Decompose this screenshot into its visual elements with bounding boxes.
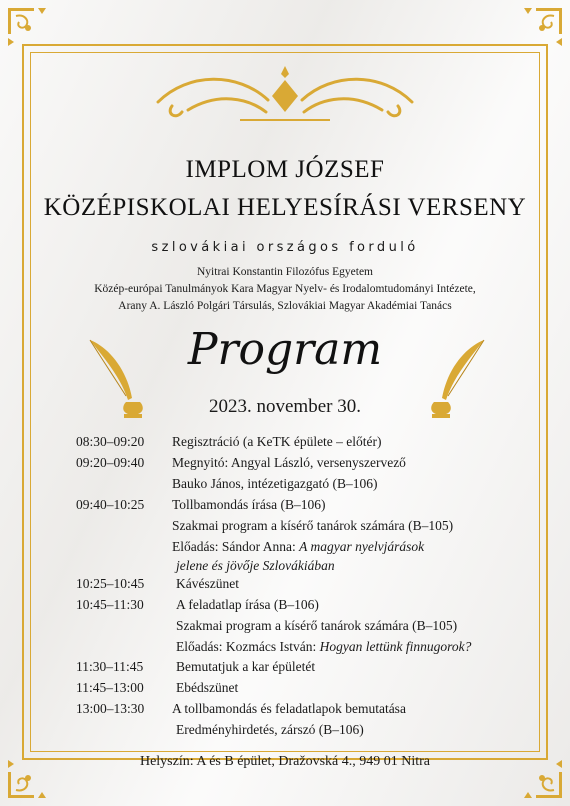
lecture-title-italic: jelene és jövője Szlovákiában [176,558,335,573]
competition-title-line1: IMPLOM JÓZSEF [185,156,385,183]
schedule-row [0,618,570,638]
schedule-text: Tollbamondás írása (B–106) [172,497,326,512]
schedule-text-plain: Előadás: Sándor Anna: [172,539,300,554]
schedule-time: 09:40–10:25 [76,497,145,512]
organizer-line-3: Arany A. László Polgári Társulás, Szlovákiai Magyar Akadémiai Tanács [118,300,452,312]
schedule-row [0,539,570,559]
schedule-text: Regisztráció (a KeTK épülete – előtér) [172,434,382,449]
schedule-row [0,558,570,578]
schedule-time: 08:30–09:20 [76,434,145,449]
schedule-row [0,722,570,742]
schedule-text [176,639,471,655]
schedule-row [0,476,570,496]
schedule-text: Szakmai program a kísérő tanárok számára (B–105) [176,618,458,633]
schedule-row [0,434,570,454]
schedule-text: Eredményhirdetés, zárszó (B–106) [176,722,364,737]
schedule-row [0,680,570,700]
schedule-time: 11:45–13:00 [76,680,144,695]
schedule-row [0,497,570,517]
competition-subtitle: szlovákiai országos forduló [151,240,419,255]
schedule-time: 11:30–11:45 [76,659,144,674]
schedule-text: A feladatlap írása (B–106) [176,597,319,612]
schedule-text: Szakmai program a kísérő tanárok számára (B–105) [172,518,454,533]
organizer-line-1: Nyitrai Konstantin Filozófus Egyetem [197,266,373,278]
schedule-row [0,518,570,538]
corner-ornament-top-left-icon [4,4,50,50]
schedule-time: 10:45–11:30 [76,597,144,612]
schedule-text: Kávészünet [176,576,239,591]
corner-ornament-top-right-icon [520,4,566,50]
competition-title-line2: KÖZÉPISKOLAI HELYESÍRÁSI VERSENY [43,194,527,221]
schedule-text: Ebédszünet [176,680,239,695]
schedule-row [0,701,570,721]
schedule-text: Bauko János, intézetigazgató (B–106) [172,476,378,491]
schedule-text: Bemutatjuk a kar épületét [176,659,316,674]
schedule-row [0,639,570,659]
schedule-time: 13:00–13:30 [76,701,145,716]
program-heading: Program [187,324,383,375]
event-location: Helyszín: A és B épület, Dražovská 4., 949 01 Nitra [139,754,431,769]
organizer-line-2: Közép-európai Tanulmányok Kara Magyar Nyelv- és Irodalomtudományi Intézete, [94,283,476,295]
schedule-text: Megnyitó: Angyal László, versenyszervező [172,455,406,470]
schedule-row [0,597,570,617]
schedule-time: 09:20–09:40 [76,455,145,470]
lecture-title-italic: Hogyan lettünk finnugorok? [319,639,472,654]
schedule-time: 10:25–10:45 [76,576,145,591]
schedule-row [0,455,570,475]
schedule-row [0,659,570,679]
event-date: 2023. november 30. [209,396,361,417]
schedule-row [0,576,570,596]
schedule-text [172,539,424,555]
schedule-text: A tollbamondás és feladatlapok bemutatása [172,701,406,716]
top-flourish-ornament-icon [148,62,422,132]
schedule-text-plain: Előadás: Kozmács István: [176,639,320,654]
schedule-text [176,558,335,574]
lecture-title-italic: A magyar nyelvjárások [299,539,425,554]
